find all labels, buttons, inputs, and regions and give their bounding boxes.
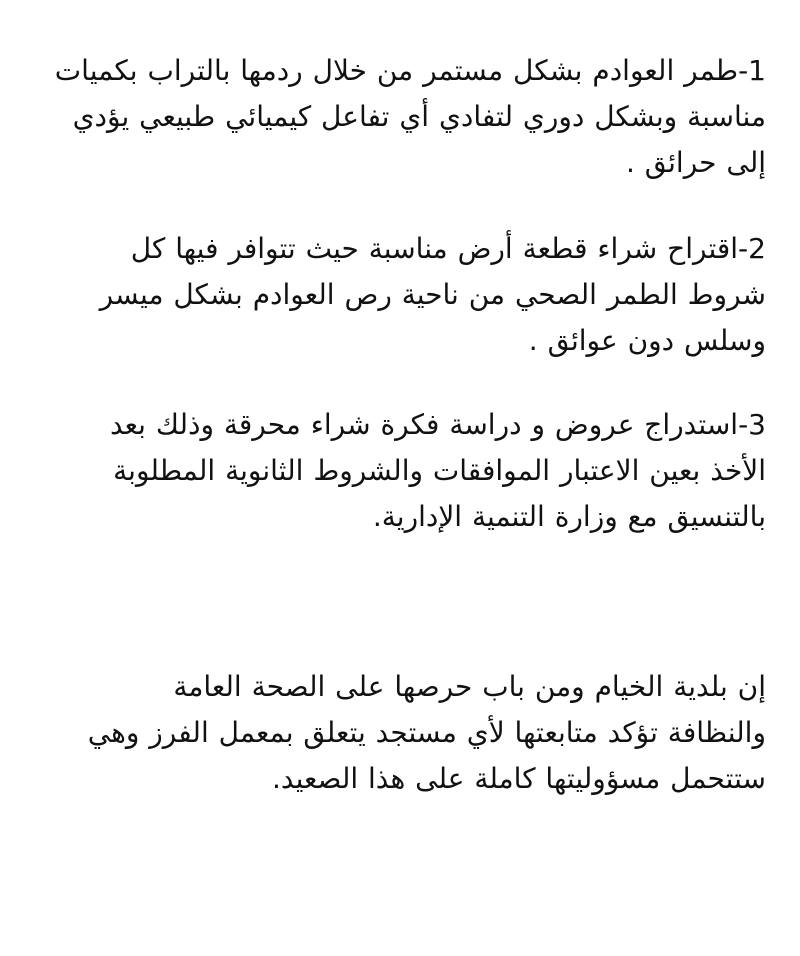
text-line: إلى حرائق . [625,146,766,179]
text-line: ستتحمل مسؤوليتها كاملة على هذا الصعيد. [271,762,766,795]
text-line: 3-استدراج عروض و دراسة فكرة شراء محرقة وذلك بعد [109,408,766,441]
list-item-2 [26,226,766,364]
text-line: مناسبة وبشكل دوري لتفادي أي تفاعل كيميائي طبيعي يؤدي [72,100,766,133]
text-line: 2-اقتراح شراء قطعة أرض مناسبة حيث تتوافر فيها كل [130,232,766,265]
text-line: بالتنسيق مع وزارة التنمية الإدارية. [372,500,766,533]
text-line: 1-طمر العوادم بشكل مستمر من خلال ردمها بالتراب بكميات [54,54,766,87]
list-item-3 [26,402,766,540]
text-line: وسلس دون عوائق . [528,324,766,357]
closing-paragraph [26,664,766,802]
text-line: إن بلدية الخيام ومن باب حرصها على الصحة العامة [173,670,766,703]
list-item-1 [26,48,766,186]
text-line: شروط الطمر الصحي من ناحية رص العوادم بشكل ميسر [99,278,766,311]
text-line: والنظافة تؤكد متابعتها لأي مستجد يتعلق بمعمل الفرز وهي [87,716,766,749]
text-line: الأخذ بعين الاعتبار الموافقات والشروط الثانوية المطلوبة [113,454,766,487]
